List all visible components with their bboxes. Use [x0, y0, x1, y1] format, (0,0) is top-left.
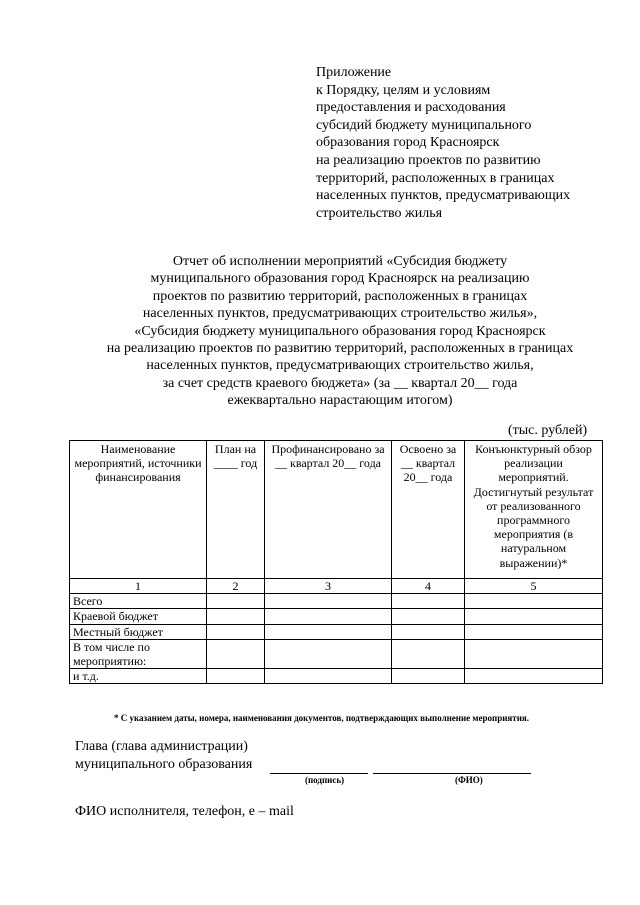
column-number: 5 [465, 579, 603, 594]
column-number: 3 [265, 579, 392, 594]
column-number: 1 [70, 579, 207, 594]
table-row [70, 639, 603, 668]
appendix-note [316, 64, 570, 222]
header-cell: План на ____ год [207, 441, 265, 579]
title-line: за счет средств краевого бюджета» (за __ квартал 20__ года [162, 375, 518, 391]
table-row [70, 624, 603, 639]
row-label: В том числе по мероприятию: [70, 639, 207, 668]
table-cell [265, 624, 392, 639]
table-cell [392, 594, 465, 609]
signature-title-2: муниципального образования [75, 757, 253, 772]
table-cell [465, 594, 603, 609]
header-cell: Наименование мероприятий, источники финансирования [70, 441, 207, 579]
table-cell [207, 639, 265, 668]
table-cell [465, 624, 603, 639]
row-label: Местный бюджет [70, 624, 207, 639]
appendix-line: к Порядку, целям и условиям [316, 82, 491, 98]
appendix-line: Приложение [316, 65, 392, 80]
table-cell [207, 624, 265, 639]
table-cell [207, 669, 265, 684]
table-cell [465, 609, 603, 624]
name-line [373, 773, 531, 774]
signature-caption: (подпись) [305, 775, 345, 785]
title-line: на реализацию проектов по развитию территорий, расположенных в границах [106, 341, 574, 357]
appendix-line: территорий, расположенных в границах [316, 170, 555, 186]
table-cell [265, 609, 392, 624]
name-caption: (ФИО) [455, 775, 483, 785]
table-cell [265, 669, 392, 684]
title-line: Отчет об исполнении мероприятий «Субсидия бюджету [172, 254, 508, 269]
table-row [70, 609, 603, 624]
appendix-line: строительство жилья [316, 205, 443, 221]
table-cell [207, 609, 265, 624]
units-label: (тыс. рублей) [508, 423, 588, 438]
table-cell [392, 639, 465, 668]
row-label: и т.д. [70, 669, 207, 684]
header-cell: Профинансировано за __ квартал 20__ года [265, 441, 392, 579]
appendix-line: населенных пунктов, предусматривающих [316, 188, 571, 204]
report-table [69, 440, 603, 684]
signature-title: Глава (глава администрации) [75, 739, 248, 754]
table-row [70, 669, 603, 684]
table-cell [392, 609, 465, 624]
appendix-line: предоставления и расходования [316, 100, 506, 116]
table-cell [465, 669, 603, 684]
header-row [70, 441, 603, 579]
table-cell [392, 669, 465, 684]
table-row [70, 594, 603, 609]
table-cell [465, 639, 603, 668]
title-line: населенных пунктов, предусматривающих строительство жилья», [142, 306, 538, 322]
title-line: «Субсидия бюджету муниципального образования город Красноярск [134, 323, 546, 339]
appendix-line: субсидий бюджету муниципального [316, 117, 532, 133]
column-number-row [70, 579, 603, 594]
title-line: муниципального образования город Красноярск на реализацию [150, 271, 530, 287]
executor-info: ФИО исполнителя, телефон, e – mail [75, 804, 294, 819]
title-line: ежеквартально нарастающим итогом) [227, 393, 453, 409]
report-title [60, 253, 620, 410]
appendix-line: образования город Красноярск [316, 135, 500, 151]
column-number: 4 [392, 579, 465, 594]
row-label: Всего [70, 594, 207, 609]
footnote: * С указанием даты, номера, наименования документов, подтверждающих выполнение мероприятия. [114, 713, 530, 723]
title-line: проектов по развитию территорий, расположенных в границах [152, 288, 528, 304]
table-cell [207, 594, 265, 609]
column-number: 2 [207, 579, 265, 594]
table-cell [392, 624, 465, 639]
appendix-line: на реализацию проектов по развитию [316, 152, 541, 168]
title-line: населенных пунктов, предусматривающих строительство жилья, [146, 358, 534, 374]
row-label: Краевой бюджет [70, 609, 207, 624]
header-cell: Конъюнктурный обзор реализации мероприятий. Достигнутый результат от реализованного программного мероприятия (в натуральном выражении)* [465, 441, 603, 579]
table-cell [265, 594, 392, 609]
header-cell: Освоено за __ квартал 20__ года [392, 441, 465, 579]
signature-line [270, 773, 368, 774]
table-cell [265, 639, 392, 668]
